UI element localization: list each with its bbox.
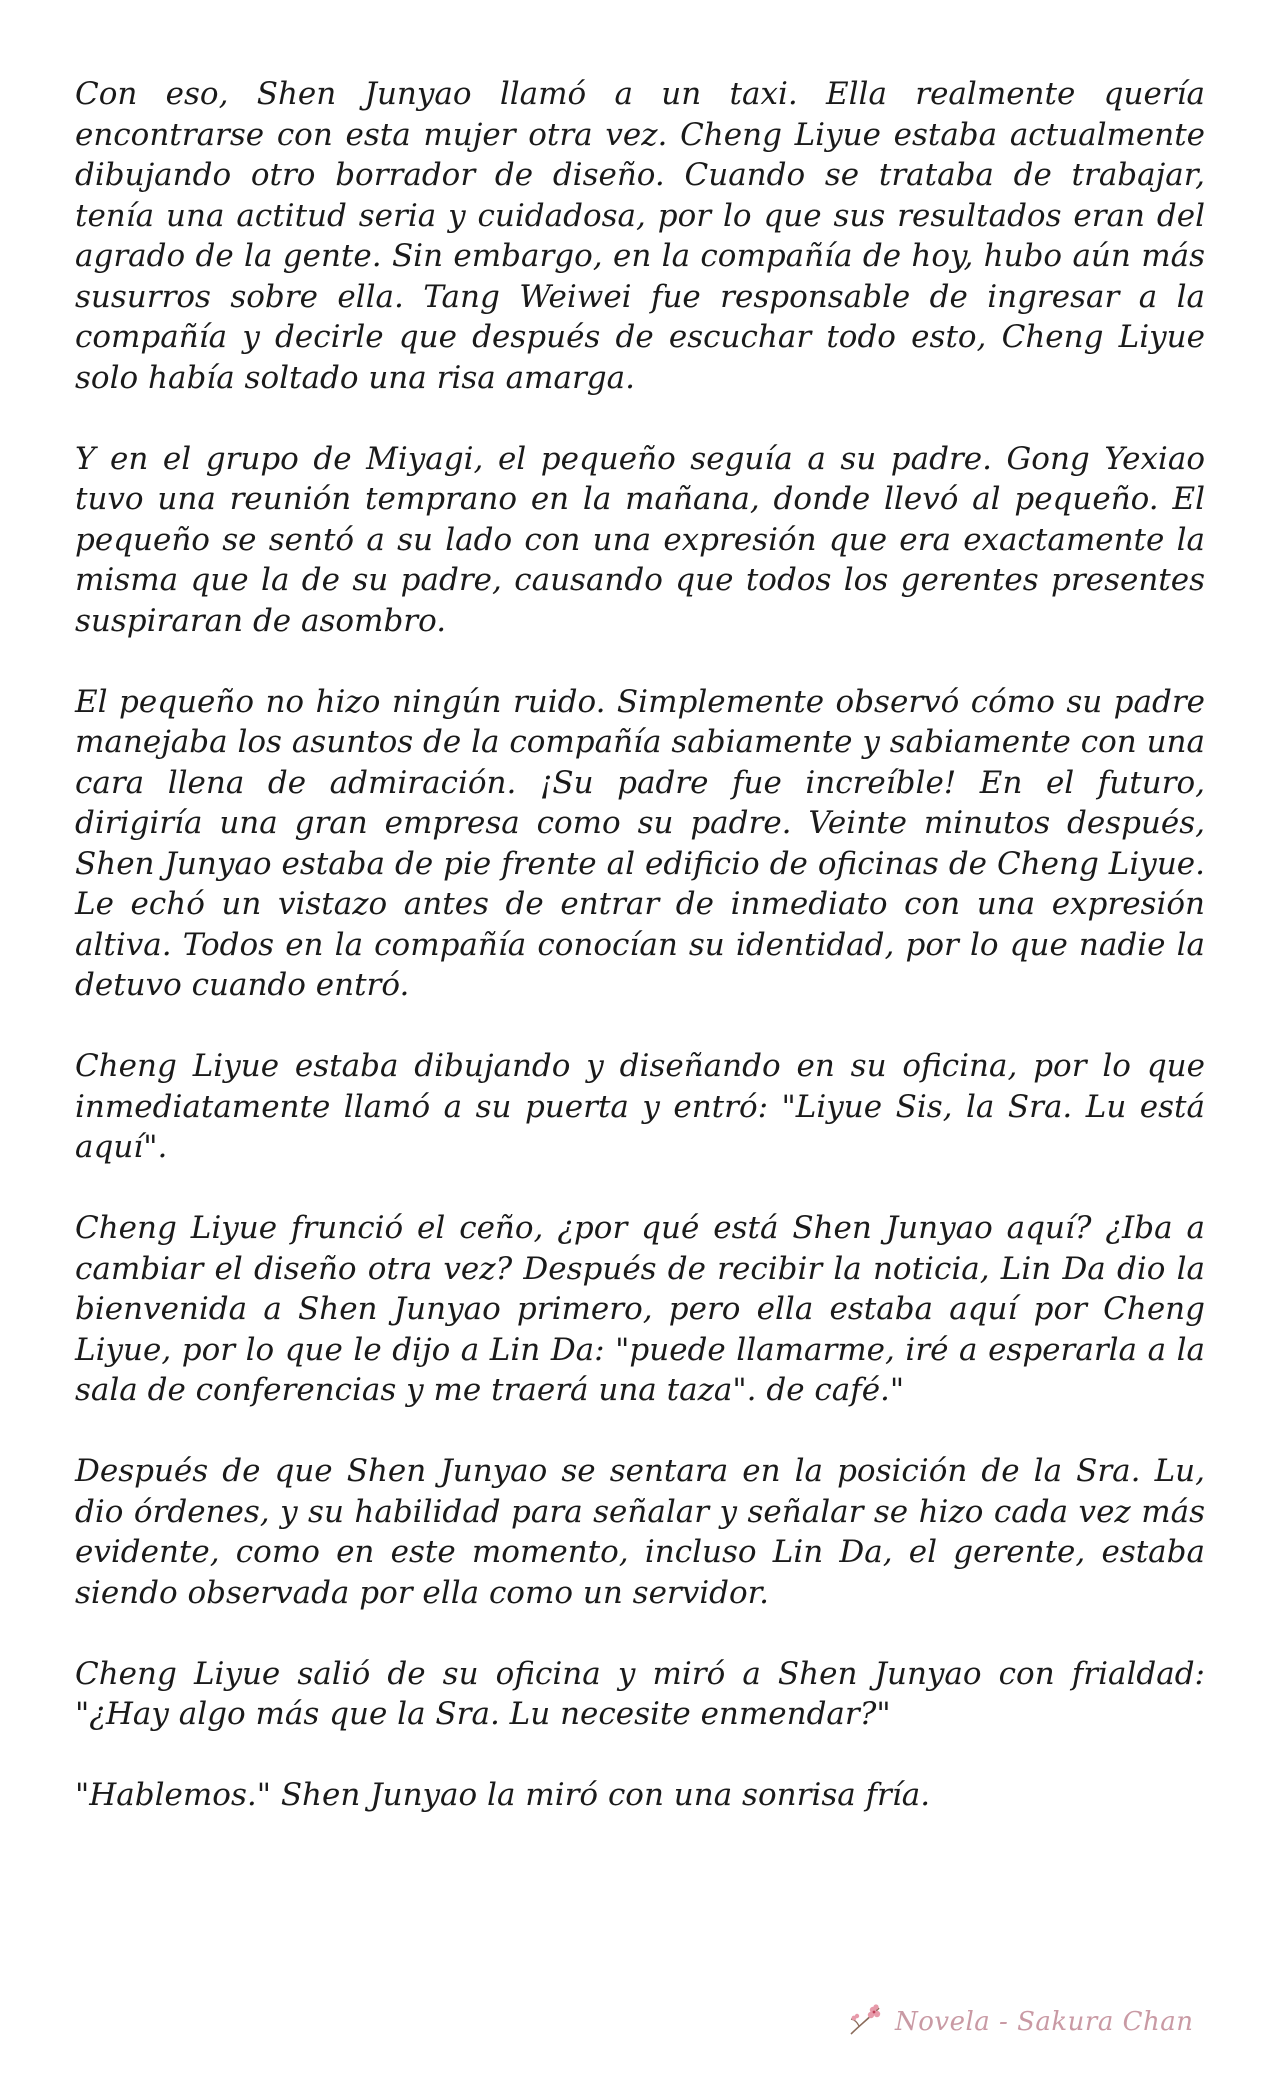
paragraph-3: El pequeño no hizo ningún ruido. Simplemente observó cómo su padre manejaba los asuntos de la compañía sabiamente y sabiamente con una cara llena de admiración. ¡Su padre fue increíble! En el futuro, dirigiría una gran empresa como su padre. Veinte minutos después, Shen Junyao estaba de pie frente al edificio de oficinas de Cheng Liyue. Le echó un vistazo antes de entrar de inmediato con una expresión altiva. Todos en la compañía conocían su identidad, por lo que nadie la detuvo cuando entró. — [75, 683, 1205, 1003]
document-body — [75, 74, 1205, 1856]
paragraph-4: Cheng Liyue estaba dibujando y diseñando en su oficina, por lo que inmediatamente llamó a su puerta y entró: "Liyue Sis, la Sra. Lu está aquí". — [75, 1048, 1205, 1165]
paragraph-1: Con eso, Shen Junyao llamó a un taxi. Ella realmente quería encontrarse con esta mujer otra vez. Cheng Liyue estaba actualmente dibujando otro borrador de diseño. Cuando se trataba de trabajar, tenía una actitud seria y cuidadosa, por lo que sus resultados eran del agrado de la gente. Sin embargo, en la compañía de hoy, hubo aún más susurros sobre ella. Tang Weiwei fue responsable de ingresar a la compañía y decirle que después de escuchar todo esto, Cheng Liyue solo había soltado una risa amarga. — [75, 76, 1205, 396]
paragraph-8: "Hablemos." Shen Junyao la miró con una sonrisa fría. — [75, 1777, 931, 1813]
paragraph-2: Y en el grupo de Miyagi, el pequeño seguía a su padre. Gong Yexiao tuvo una reunión temprano en la mañana, donde llevó al pequeño. El pequeño se sentó a su lado con una expresión que era exactamente la misma que la de su padre, causando que todos los gerentes presentes suspiraran de asombro. — [75, 440, 1205, 639]
sakura-blossom-icon — [845, 2000, 885, 2045]
watermark-text: Novela - Sakura Chan — [895, 2007, 1194, 2037]
watermark — [845, 2000, 1225, 2044]
paragraph-6: Después de que Shen Junyao se sentara en la posición de la Sra. Lu, dio órdenes, y su habilidad para señalar y señalar se hizo cada vez más evidente, como en este momento, incluso Lin Da, el gerente, estaba siendo observada por ella como un servidor. — [75, 1453, 1205, 1611]
paragraph-5: Cheng Liyue frunció el ceño, ¿por qué está Shen Junyao aquí? ¿Iba a cambiar el diseño otra vez? Después de recibir la noticia, Lin Da dio la bienvenida a Shen Junyao primero, pero ella estaba aquí por Cheng Liyue, por lo que le dijo a Lin Da: "puede llamarme, iré a esperarla a la sala de conferencias y me traerá una taza". de café." — [75, 1210, 1205, 1408]
paragraph-7: Cheng Liyue salió de su oficina y miró a Shen Junyao con frialdad: "¿Hay algo más que la Sra. Lu necesite enmendar?" — [75, 1655, 1205, 1732]
